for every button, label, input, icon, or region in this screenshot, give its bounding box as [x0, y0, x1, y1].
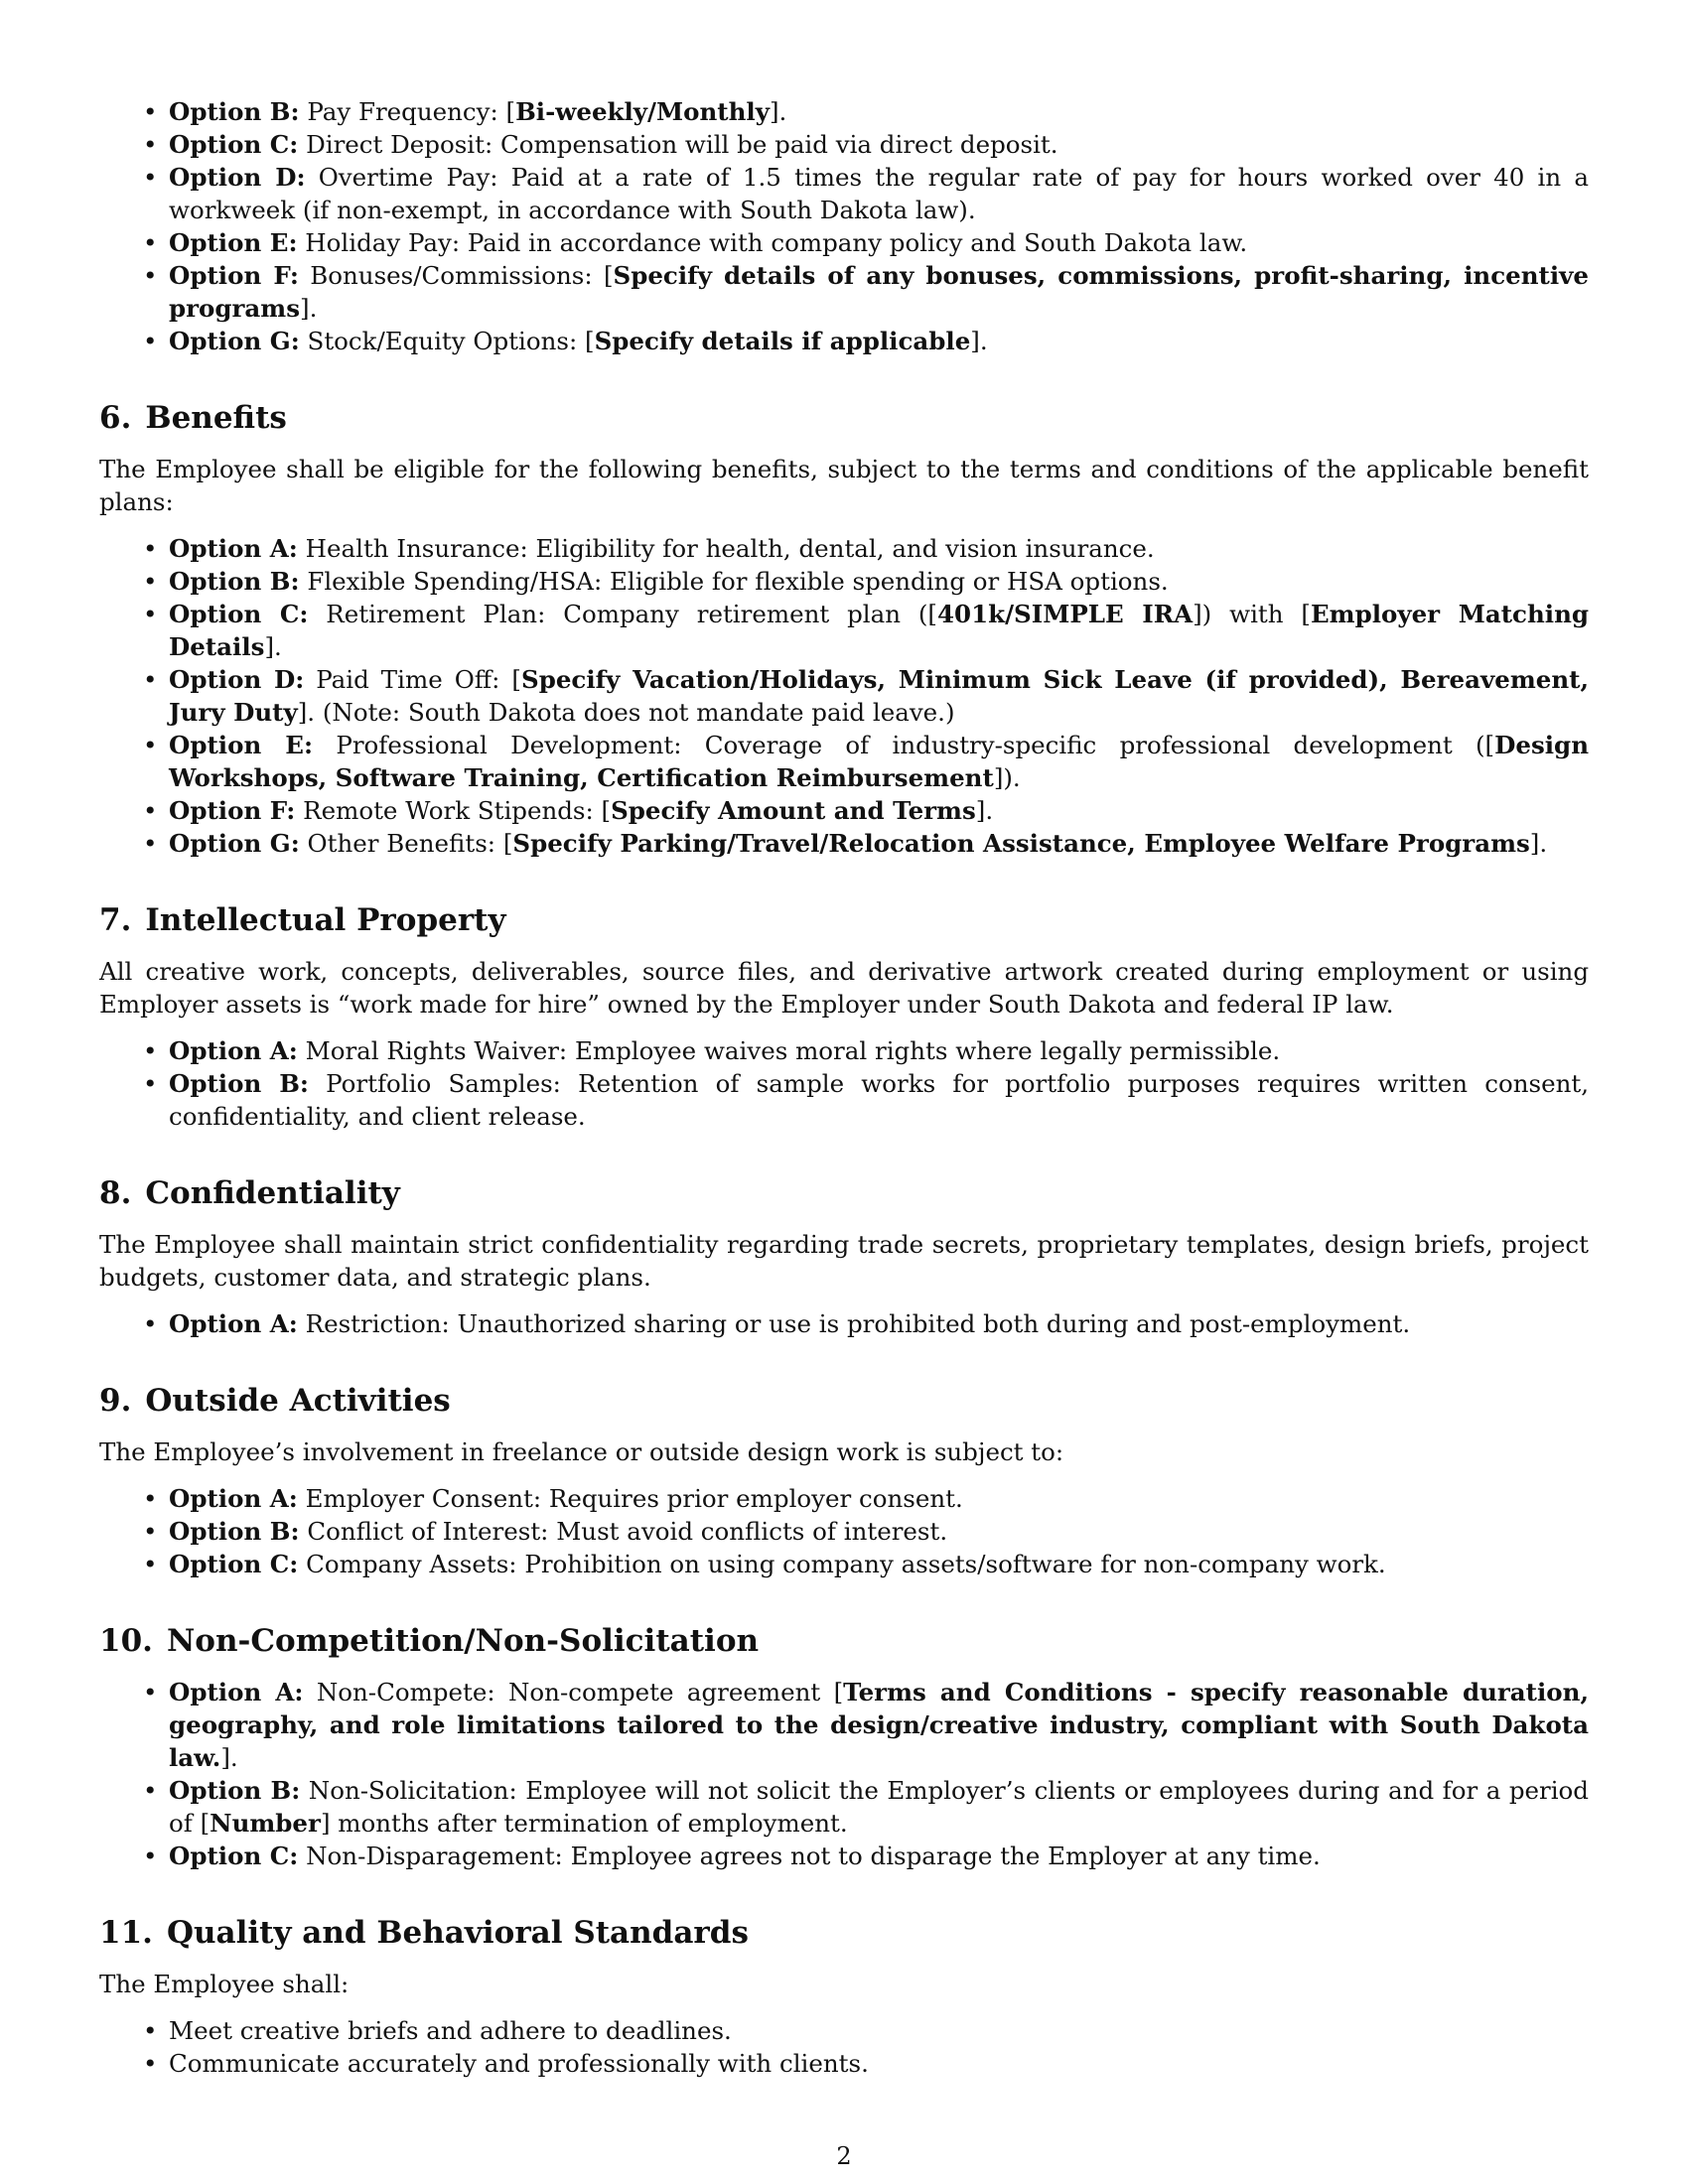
list-item: • Option E: Holiday Pay: Paid in accordance with company policy and South Dakota law. — [99, 226, 1589, 259]
section-heading-quality-standards: 11. Quality and Behavioral Standards — [99, 1915, 749, 1951]
list-item: • Option G: Stock/Equity Options: [Specify details if applicable]. — [99, 325, 1589, 357]
list-item: • Option B: Non-Solicitation: Employee will not solicit the Employer’s clients or employees during and for a period of [Number] months after termination of employment. — [99, 1774, 1589, 1840]
list-item: • Option C: Direct Deposit: Compensation will be paid via direct deposit. — [99, 128, 1589, 161]
section-intro: The Employee’s involvement in freelance or outside design work is subject to: — [99, 1437, 1064, 1466]
section-heading-confidentiality: 8. Confidentiality — [99, 1175, 400, 1211]
list-item: • Option F: Bonuses/Commissions: [Specify details of any bonuses, commissions, profit-sharing, incentive programs]. — [99, 259, 1589, 325]
section-intro: The Employee shall be eligible for the following benefits, subject to the terms and conditions of the applicable benefit plans: — [99, 455, 1589, 516]
quality-standards-list — [99, 2014, 1589, 2080]
list-item: • Option D: Overtime Pay: Paid at a rate of 1.5 times the regular rate of pay for hours worked over 40 in a workweek (if non-exempt, in accordance with South Dakota law). — [99, 161, 1589, 226]
section-heading-outside-activities: 9. Outside Activities — [99, 1383, 451, 1419]
list-item: • Meet creative briefs and adhere to deadlines. — [99, 2014, 1589, 2047]
list-item: • Option C: Non-Disparagement: Employee agrees not to disparage the Employer at any time. — [99, 1840, 1589, 1872]
list-item: • Communicate accurately and professionally with clients. — [99, 2047, 1589, 2080]
page-number: 2 — [836, 2142, 852, 2170]
section-intro: The Employee shall: — [99, 1970, 350, 1998]
benefits-options-list — [99, 532, 1589, 860]
list-item: • Option A: Restriction: Unauthorized sharing or use is prohibited both during and post-employment. — [99, 1307, 1589, 1340]
outside-activities-options-list — [99, 1482, 1589, 1580]
list-item: • Option A: Health Insurance: Eligibility for health, dental, and vision insurance. — [99, 532, 1589, 565]
list-item: • Option F: Remote Work Stipends: [Specify Amount and Terms]. — [99, 794, 1589, 827]
section-intro: The Employee shall maintain strict confidentiality regarding trade secrets, proprietary templates, design briefs, project budgets, customer data, and strategic plans. — [99, 1230, 1589, 1292]
list-item: • Option A: Employer Consent: Requires prior employer consent. — [99, 1482, 1589, 1515]
list-item: • Option C: Company Assets: Prohibition on using company assets/software for non-company work. — [99, 1548, 1589, 1580]
ip-options-list — [99, 1034, 1589, 1133]
compensation-options-list — [99, 95, 1589, 357]
list-item: • Option E: Professional Development: Coverage of industry-specific professional development ([Design Workshops, Software Training, Certification Reimbursement]). — [99, 729, 1589, 794]
list-item: • Option B: Pay Frequency: [Bi-weekly/Monthly]. — [99, 95, 1589, 128]
list-item: • Option A: Non-Compete: Non-compete agreement [Terms and Conditions - specify reasonable duration, geography, and role limitations tailored to the design/creative industry, compliant with South Dakota law.]. — [99, 1676, 1589, 1774]
list-item: • Option D: Paid Time Off: [Specify Vacation/Holidays, Minimum Sick Leave (if provided), Bereavement, Jury Duty]. (Note: South Dakota does not mandate paid leave.) — [99, 663, 1589, 729]
list-item: • Option B: Conflict of Interest: Must avoid conflicts of interest. — [99, 1515, 1589, 1548]
list-item: • Option A: Moral Rights Waiver: Employee waives moral rights where legally permissible. — [99, 1034, 1589, 1067]
document-page — [99, 95, 1589, 2080]
list-item: • Option B: Flexible Spending/HSA: Eligible for flexible spending or HSA options. — [99, 565, 1589, 598]
confidentiality-options-list — [99, 1307, 1589, 1340]
list-item: • Option G: Other Benefits: [Specify Parking/Travel/Relocation Assistance, Employee Welfare Programs]. — [99, 827, 1589, 860]
section-heading-benefits: 6. Benefits — [99, 400, 287, 436]
section-heading-non-competition: 10. Non-Competition/Non-Solicitation — [99, 1623, 760, 1659]
list-item: • Option B: Portfolio Samples: Retention of sample works for portfolio purposes requires written consent, confidentiality, and client release. — [99, 1067, 1589, 1133]
section-heading-intellectual-property: 7. Intellectual Property — [99, 902, 506, 938]
section-intro: All creative work, concepts, deliverables, source files, and derivative artwork created during employment or using Employer assets is “work made for hire” owned by the Employer under South Dakota and federal IP law. — [99, 957, 1589, 1019]
list-item: • Option C: Retirement Plan: Company retirement plan ([401k/SIMPLE IRA]) with [Employer Matching Details]. — [99, 598, 1589, 663]
non-competition-options-list — [99, 1676, 1589, 1872]
